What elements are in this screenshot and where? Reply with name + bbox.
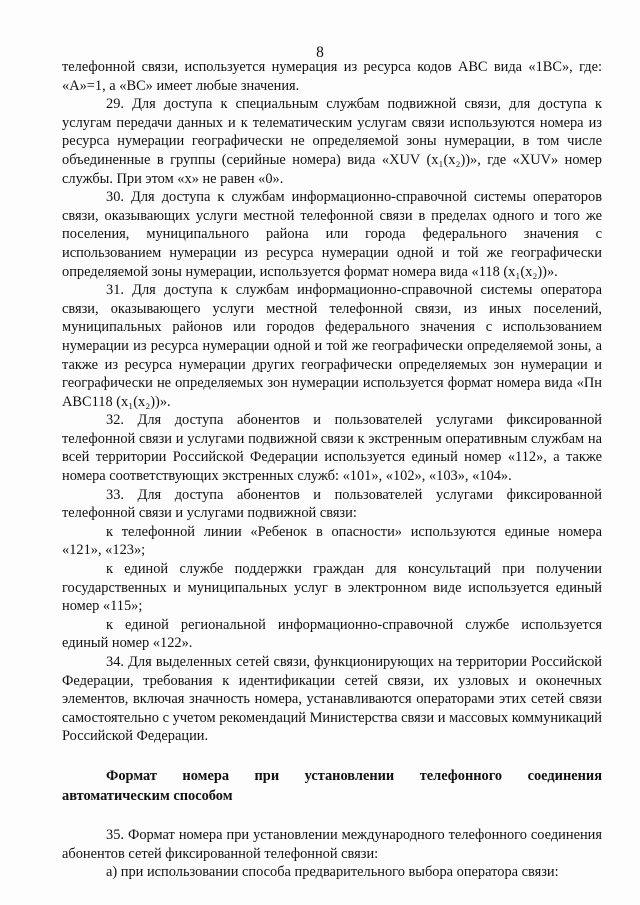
paragraph-35-item-a: а) при использовании способа предварительного выбора оператора связи: (106, 864, 559, 881)
document-body (62, 58, 602, 882)
paragraph-32: 32. Для доступа абонентов и пользователей услугами фиксированной телефонной связи и услугами подвижной связи к экстренным оперативным службам на всей территории Российской Федерации используется единый номер «112», а также номера соответствующих экстренных служб: «101», «102», «103», «104». (62, 412, 602, 485)
paragraph-33: 33. Для доступа абонентов и пользователей услугами фиксированной телефонной связи и услугами подвижной связи: (62, 486, 602, 522)
paragraph-34: 34. Для выделенных сетей связи, функционирующих на территории Российской Федерации, требования к идентификации сетей связи, их узловых и оконечных элементов, включая значность номера, устанавливаются операторами этих сетей связи самостоятельно с учетом рекомендаций Министерства связи и массовых коммуникаций Российской Федерации. (62, 654, 602, 745)
paragraph-33-item-c: к единой региональной информационно-справочной службе используется единый номер «122». (62, 616, 602, 652)
paragraph-29: 29. Для доступа к специальным службам подвижной связи, для доступа к услугам передачи данных и к телематическим услугам связи используются номера из ресурса нумерации географически не определяемой зоны нумерации, в том числе объединенные в группы (серийные номера) вида «XUV (x₁(x₂))», где «XUV» номер службы. При этом «х» не равен «0». (62, 96, 602, 187)
paragraph-33-item-a: к телефонной линии «Ребенок в опасности» используются единые номера «121», «123»; (62, 523, 602, 559)
paragraph-continuation: телефонной связи, используется нумерация из ресурса кодов ABC вида «1BC», где: «А»=1, а «ВС» имеет любые значения. (62, 59, 602, 94)
paragraph-31: 31. Для доступа к службам информационно-справочной системы оператора связи, оказывающего услуги местной телефонной связи, из иных поселений, муниципальных районов или городов федерального значения с использованием нумерации из ресурса нумерации одной и той же географически определяемой зоны, а также из ресурса нумерации других географически определяемых зон нумерации и географически не определяемых зон нумерации используется формат номера вида «Пн ABC118 (x₁(x₂))». (62, 282, 602, 410)
page-number: 8 (316, 44, 324, 61)
spacer (62, 746, 602, 766)
paragraph-33-item-b: к единой службе поддержки граждан для консультаций при получении государственных и муниципальных услуг в электронном виде используется единый номер «115»; (62, 561, 602, 615)
paragraph-30: 30. Для доступа к службам информационно-справочной системы операторов связи, оказывающих услуги местной телефонной связи в пределах одного и того же поселения, муниципального района или города федерального значения с использованием нумерации из ресурса нумерации одной и той же географически определяемой зоны нумерации, используется формат номера вида «118 (x₁(x₂))». (62, 189, 602, 280)
section-heading: Формат номера при установлении телефонного соединения автоматическим способом (62, 767, 602, 804)
paragraph-35: 35. Формат номера при установлении международного телефонного соединения абонентов сетей фиксированной телефонной связи: (62, 826, 602, 862)
spacer (62, 806, 602, 826)
